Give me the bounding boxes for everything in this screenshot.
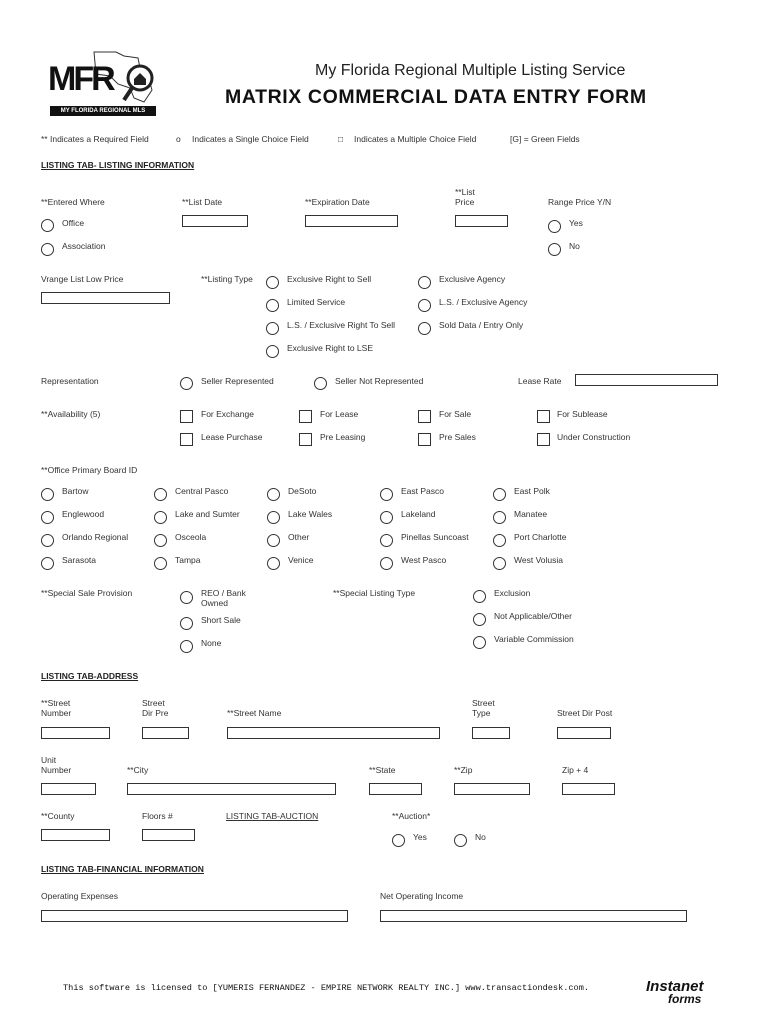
label-operating-expenses: Operating Expenses: [41, 891, 119, 901]
radio-auction-no[interactable]: [454, 834, 467, 847]
legend-single-symbol: o: [176, 134, 181, 144]
mfr-logo: [44, 46, 162, 118]
radio-board-lake-wales[interactable]: [267, 511, 280, 524]
label-street-dir-post: Street Dir Post: [557, 708, 613, 718]
label-zip4: Zip + 4: [562, 765, 589, 775]
label-list-price-2: Price: [455, 197, 475, 207]
label-board-east-pasco: East Pasco: [401, 486, 444, 496]
street-dir-pre-input[interactable]: [142, 727, 189, 739]
section-address: LISTING TAB-ADDRESS: [41, 671, 139, 681]
radio-ss-none[interactable]: [180, 640, 193, 653]
label-seller-not-rep: Seller Not Represented: [335, 376, 424, 386]
radio-board-pinellas[interactable]: [380, 534, 393, 547]
radio-lt-sold-data[interactable]: [418, 322, 431, 335]
zip4-input[interactable]: [562, 783, 615, 795]
radio-ss-reo[interactable]: [180, 591, 193, 604]
label-street-number-2: Number: [41, 708, 72, 718]
radio-seller-rep[interactable]: [180, 377, 193, 390]
radio-seller-not-rep[interactable]: [314, 377, 327, 390]
label-special-listing: **Special Listing Type: [333, 588, 416, 598]
label-range-yes: Yes: [569, 218, 583, 228]
net-operating-income-input[interactable]: [380, 910, 687, 922]
label-office: Office: [62, 218, 85, 228]
label-board-port-charlotte: Port Charlotte: [514, 532, 567, 542]
legend-single: Indicates a Single Choice Field: [192, 134, 309, 144]
label-auction-no: No: [475, 832, 486, 842]
license-footer: This software is licensed to [YUMERIS FERNANDEZ - EMPIRE NETWORK REALTY INC.] www.transactiondesk.com.: [63, 983, 590, 993]
label-sl-not-applicable: Not Applicable/Other: [494, 611, 572, 621]
section-listing-info: LISTING TAB- LISTING INFORMATION: [41, 160, 195, 170]
label-lt-ls-excl-agency: L.S. / Exclusive Agency: [439, 297, 528, 307]
floors-input[interactable]: [142, 829, 195, 841]
list-date-input[interactable]: [182, 215, 248, 227]
label-pre-leasing: Pre Leasing: [320, 432, 366, 442]
label-board-sarasota: Sarasota: [62, 555, 97, 565]
label-lt-excl-right-lse: Exclusive Right to LSE: [287, 343, 373, 353]
label-board-bartow: Bartow: [62, 486, 89, 496]
legend-multi-symbol: □: [338, 134, 344, 144]
instanet-logo: [646, 978, 726, 1008]
radio-lt-limited-service[interactable]: [266, 299, 279, 312]
radio-board-east-polk[interactable]: [493, 488, 506, 501]
label-lease-rate: Lease Rate: [518, 376, 562, 386]
legend-multi: Indicates a Multiple Choice Field: [354, 134, 477, 144]
check-lease-purchase[interactable]: [180, 433, 193, 446]
radio-sl-exclusion[interactable]: [473, 590, 486, 603]
expiration-date-input[interactable]: [305, 215, 398, 227]
label-board-other: Other: [288, 532, 310, 542]
label-sl-exclusion: Exclusion: [494, 588, 531, 598]
city-input[interactable]: [127, 783, 336, 795]
label-lt-sold-data: Sold Data / Entry Only: [439, 320, 524, 330]
label-lt-ls-excl-right: L.S. / Exclusive Right To Sell: [287, 320, 396, 330]
label-special-sale: **Special Sale Provision: [41, 588, 133, 598]
radio-lt-excl-agency[interactable]: [418, 276, 431, 289]
label-unit-number-2: Number: [41, 765, 72, 775]
check-pre-sales[interactable]: [418, 433, 431, 446]
label-street-name: **Street Name: [227, 708, 282, 718]
label-range-price: Range Price Y/N: [548, 197, 612, 207]
page-title: My Florida Regional Multiple Listing Service: [315, 62, 626, 79]
label-board-osceola: Osceola: [175, 532, 207, 542]
street-type-input[interactable]: [472, 727, 510, 739]
section-auction: LISTING TAB-AUCTION: [226, 811, 319, 821]
radio-board-bartow[interactable]: [41, 488, 54, 501]
radio-board-orlando-regional[interactable]: [41, 534, 54, 547]
county-input[interactable]: [41, 829, 110, 841]
radio-sl-not-applicable[interactable]: [473, 613, 486, 626]
radio-board-port-charlotte[interactable]: [493, 534, 506, 547]
instanet-logo-sub: forms: [668, 992, 702, 1006]
label-association: Association: [62, 241, 106, 251]
label-zip: **Zip: [454, 765, 473, 775]
radio-board-lake-sumter[interactable]: [154, 511, 167, 524]
radio-board-east-pasco[interactable]: [380, 488, 393, 501]
logo-subtitle: MY FLORIDA REGIONAL MLS: [50, 106, 156, 116]
check-for-lease[interactable]: [299, 410, 312, 423]
label-board-tampa: Tampa: [175, 555, 201, 565]
label-ss-short: Short Sale: [201, 615, 241, 625]
label-unit-number-1: Unit: [41, 755, 57, 765]
legend-required: ** Indicates a Required Field: [41, 134, 149, 144]
radio-lt-ls-excl-agency[interactable]: [418, 299, 431, 312]
radio-board-west-volusia[interactable]: [493, 557, 506, 570]
label-city: **City: [127, 765, 149, 775]
label-auction: **Auction*: [392, 811, 431, 821]
radio-lt-excl-right-sell[interactable]: [266, 276, 279, 289]
label-listing-type: **Listing Type: [201, 274, 253, 284]
label-availability: **Availability (5): [41, 409, 101, 419]
label-list-price-1: **List: [455, 187, 475, 197]
label-ss-reo-2: Owned: [201, 598, 228, 608]
radio-board-osceola[interactable]: [154, 534, 167, 547]
label-list-date: **List Date: [182, 197, 223, 207]
street-number-input[interactable]: [41, 727, 110, 739]
radio-office[interactable]: [41, 219, 54, 232]
label-street-number-1: **Street: [41, 698, 71, 708]
operating-expenses-input[interactable]: [41, 910, 348, 922]
vrange-input[interactable]: [41, 292, 170, 304]
state-input[interactable]: [369, 783, 422, 795]
label-floors: Floors #: [142, 811, 173, 821]
label-street-dir-pre-2: Dir Pre: [142, 708, 169, 718]
form-title: MATRIX COMMERCIAL DATA ENTRY FORM: [225, 86, 647, 108]
label-range-no: No: [569, 241, 580, 251]
radio-sl-variable[interactable]: [473, 636, 486, 649]
street-dir-post-input[interactable]: [557, 727, 611, 739]
radio-board-sarasota[interactable]: [41, 557, 54, 570]
label-under-construction: Under Construction: [557, 432, 631, 442]
label-board-west-pasco: West Pasco: [401, 555, 447, 565]
label-board-englewood: Englewood: [62, 509, 105, 519]
radio-board-west-pasco[interactable]: [380, 557, 393, 570]
label-auction-yes: Yes: [413, 832, 427, 842]
lease-rate-input[interactable]: [575, 374, 718, 386]
label-lt-excl-agency: Exclusive Agency: [439, 274, 506, 284]
label-lt-excl-right-sell: Exclusive Right to Sell: [287, 274, 372, 284]
radio-board-manatee[interactable]: [493, 511, 506, 524]
label-for-sublease: For Sublease: [557, 409, 608, 419]
label-board-manatee: Manatee: [514, 509, 548, 519]
label-street-type-1: Street: [472, 698, 495, 708]
label-board-lake-wales: Lake Wales: [288, 509, 333, 519]
label-net-operating-income: Net Operating Income: [380, 891, 464, 901]
label-board-pinellas: Pinellas Suncoast: [401, 532, 469, 542]
radio-association[interactable]: [41, 243, 54, 256]
radio-range-no[interactable]: [548, 243, 561, 256]
legend-green: [G] = Green Fields: [510, 134, 580, 144]
check-pre-leasing[interactable]: [299, 433, 312, 446]
label-vrange: Vrange List Low Price: [41, 274, 124, 284]
label-lease-purchase: Lease Purchase: [201, 432, 263, 442]
label-street-dir-pre-1: Street: [142, 698, 165, 708]
zip-input[interactable]: [454, 783, 530, 795]
label-for-lease: For Lease: [320, 409, 359, 419]
radio-board-central-pasco[interactable]: [154, 488, 167, 501]
label-representation: Representation: [41, 376, 99, 386]
label-board-id: **Office Primary Board ID: [41, 465, 138, 475]
check-for-exchange[interactable]: [180, 410, 193, 423]
label-board-west-volusia: West Volusia: [514, 555, 563, 565]
radio-board-tampa[interactable]: [154, 557, 167, 570]
label-lt-limited-service: Limited Service: [287, 297, 346, 307]
label-ss-reo-1: REO / Bank: [201, 588, 246, 598]
check-for-sale[interactable]: [418, 410, 431, 423]
radio-board-desoto[interactable]: [267, 488, 280, 501]
label-entered-where: **Entered Where: [41, 197, 105, 207]
label-sl-variable: Variable Commission: [494, 634, 574, 644]
logo-text: MFR: [48, 60, 113, 98]
radio-board-englewood[interactable]: [41, 511, 54, 524]
label-street-type-2: Type: [472, 708, 491, 718]
label-board-orlando-regional: Orlando Regional: [62, 532, 129, 542]
label-ss-none: None: [201, 638, 222, 648]
label-expiration-date: **Expiration Date: [305, 197, 370, 207]
label-board-desoto: DeSoto: [288, 486, 317, 496]
radio-lt-excl-right-lse[interactable]: [266, 345, 279, 358]
label-pre-sales: Pre Sales: [439, 432, 476, 442]
unit-number-input[interactable]: [41, 783, 96, 795]
label-board-east-polk: East Polk: [514, 486, 550, 496]
list-price-input[interactable]: [455, 215, 508, 227]
label-county: **County: [41, 811, 75, 821]
check-under-construction[interactable]: [537, 433, 550, 446]
radio-range-yes[interactable]: [548, 220, 561, 233]
label-state: **State: [369, 765, 396, 775]
instanet-logo-text: Instanet: [646, 978, 704, 995]
label-board-lakeland: Lakeland: [401, 509, 436, 519]
label-board-lake-sumter: Lake and Sumter: [175, 509, 240, 519]
label-board-venice: Venice: [288, 555, 314, 565]
radio-board-other[interactable]: [267, 534, 280, 547]
label-for-exchange: For Exchange: [201, 409, 254, 419]
radio-board-venice[interactable]: [267, 557, 280, 570]
label-for-sale: For Sale: [439, 409, 472, 419]
radio-auction-yes[interactable]: [392, 834, 405, 847]
section-financial: LISTING TAB-FINANCIAL INFORMATION: [41, 864, 204, 874]
radio-board-lakeland[interactable]: [380, 511, 393, 524]
check-for-sublease[interactable]: [537, 410, 550, 423]
label-seller-rep: Seller Represented: [201, 376, 274, 386]
radio-lt-ls-excl-right[interactable]: [266, 322, 279, 335]
radio-ss-short[interactable]: [180, 617, 193, 630]
label-board-central-pasco: Central Pasco: [175, 486, 229, 496]
street-name-input[interactable]: [227, 727, 440, 739]
